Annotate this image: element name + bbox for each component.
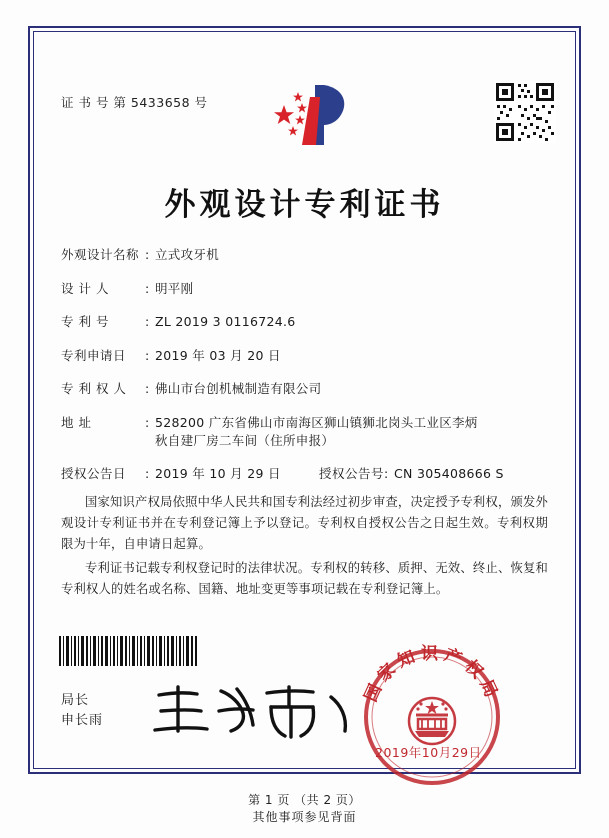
official-seal [358,643,506,791]
legal-text [61,492,548,603]
field-label: 设 计 人 [61,280,109,296]
footer-note: 其他事项参见背面 [252,810,357,824]
field-label: 授权公告日 [61,466,127,481]
certificate-number: 证 书 号 第 5433658 号 [61,95,208,110]
field-patentee [61,380,551,398]
field-colon: : [145,347,150,363]
cnipa-logo-icon [258,79,358,151]
field-label: 专 利 权 人 [61,381,127,396]
field-label: 专 利 号 [61,314,109,329]
page-title: 外观设计专利证书 [164,187,445,223]
field-application-date [61,347,551,365]
signature-title: 局长 [61,693,90,708]
field-label: 专利申请日 [61,347,127,363]
field-grant-number [319,465,551,483]
field-colon: : [145,466,150,481]
field-address [61,414,551,450]
qr-code [494,81,556,143]
field-value-block [155,414,551,450]
seal-date: 2019年10月29日 [375,745,482,760]
page-number: 第 1 页 （共 2 页） [248,793,361,807]
field-label: 授权公告号 [319,466,385,481]
certificate-content [33,31,576,807]
field-design-name [61,246,551,264]
field-value: CN 305408666 S [394,466,504,481]
signature-name: 申长雨 [61,713,104,728]
field-label: 外观设计名称 [61,247,140,262]
field-list [61,246,551,499]
field-value: ZL 2019 3 0116724.6 [155,314,296,329]
field-grant-row [61,465,551,483]
field-colon: : [384,466,389,481]
field-colon: : [145,314,150,329]
field-value: 2019 年 10 月 29 日 [155,466,281,481]
field-designer [61,280,551,298]
field-value: 佛山市台创机械制造有限公司 [155,381,322,396]
field-value: 2019 年 03 月 20 日 [155,347,281,363]
field-label: 地 址 [61,414,92,430]
legal-paragraph-2: 专利证书记载专利权登记时的法律状况。专利权的转移、质押、无效、终止、恢复和专利权人的姓名或名称、国籍、地址变更等事项记载在专利登记簿上。 [61,561,548,596]
field-value: 立式攻牙机 [155,247,220,262]
field-value-line2: 秋自建厂房二车间（住所申报） [155,432,335,448]
field-patent-number [61,313,551,331]
field-colon: : [145,381,150,396]
field-value: 明平刚 [155,280,194,296]
field-grant-date [61,465,319,483]
field-colon: : [145,280,150,296]
field-colon: : [145,414,150,430]
svg-text:国家知识产权局: 国家知识产权局 [361,644,503,705]
field-value-line1: 528200 广东省佛山市南海区狮山镇狮北岗头工业区李炳 [155,414,478,430]
legal-paragraph-1: 国家知识产权局依照中华人民共和国专利法经过初步审查，决定授予专利权，颁发外观设计专利证书并在专利登记簿上予以登记。专利权自授权公告之日起生效。专利权期限为十年，自申请日起算。 [61,495,548,551]
barcode [59,636,199,666]
signature-label [61,691,103,731]
handwritten-signature [145,681,360,743]
field-colon: : [145,247,150,262]
